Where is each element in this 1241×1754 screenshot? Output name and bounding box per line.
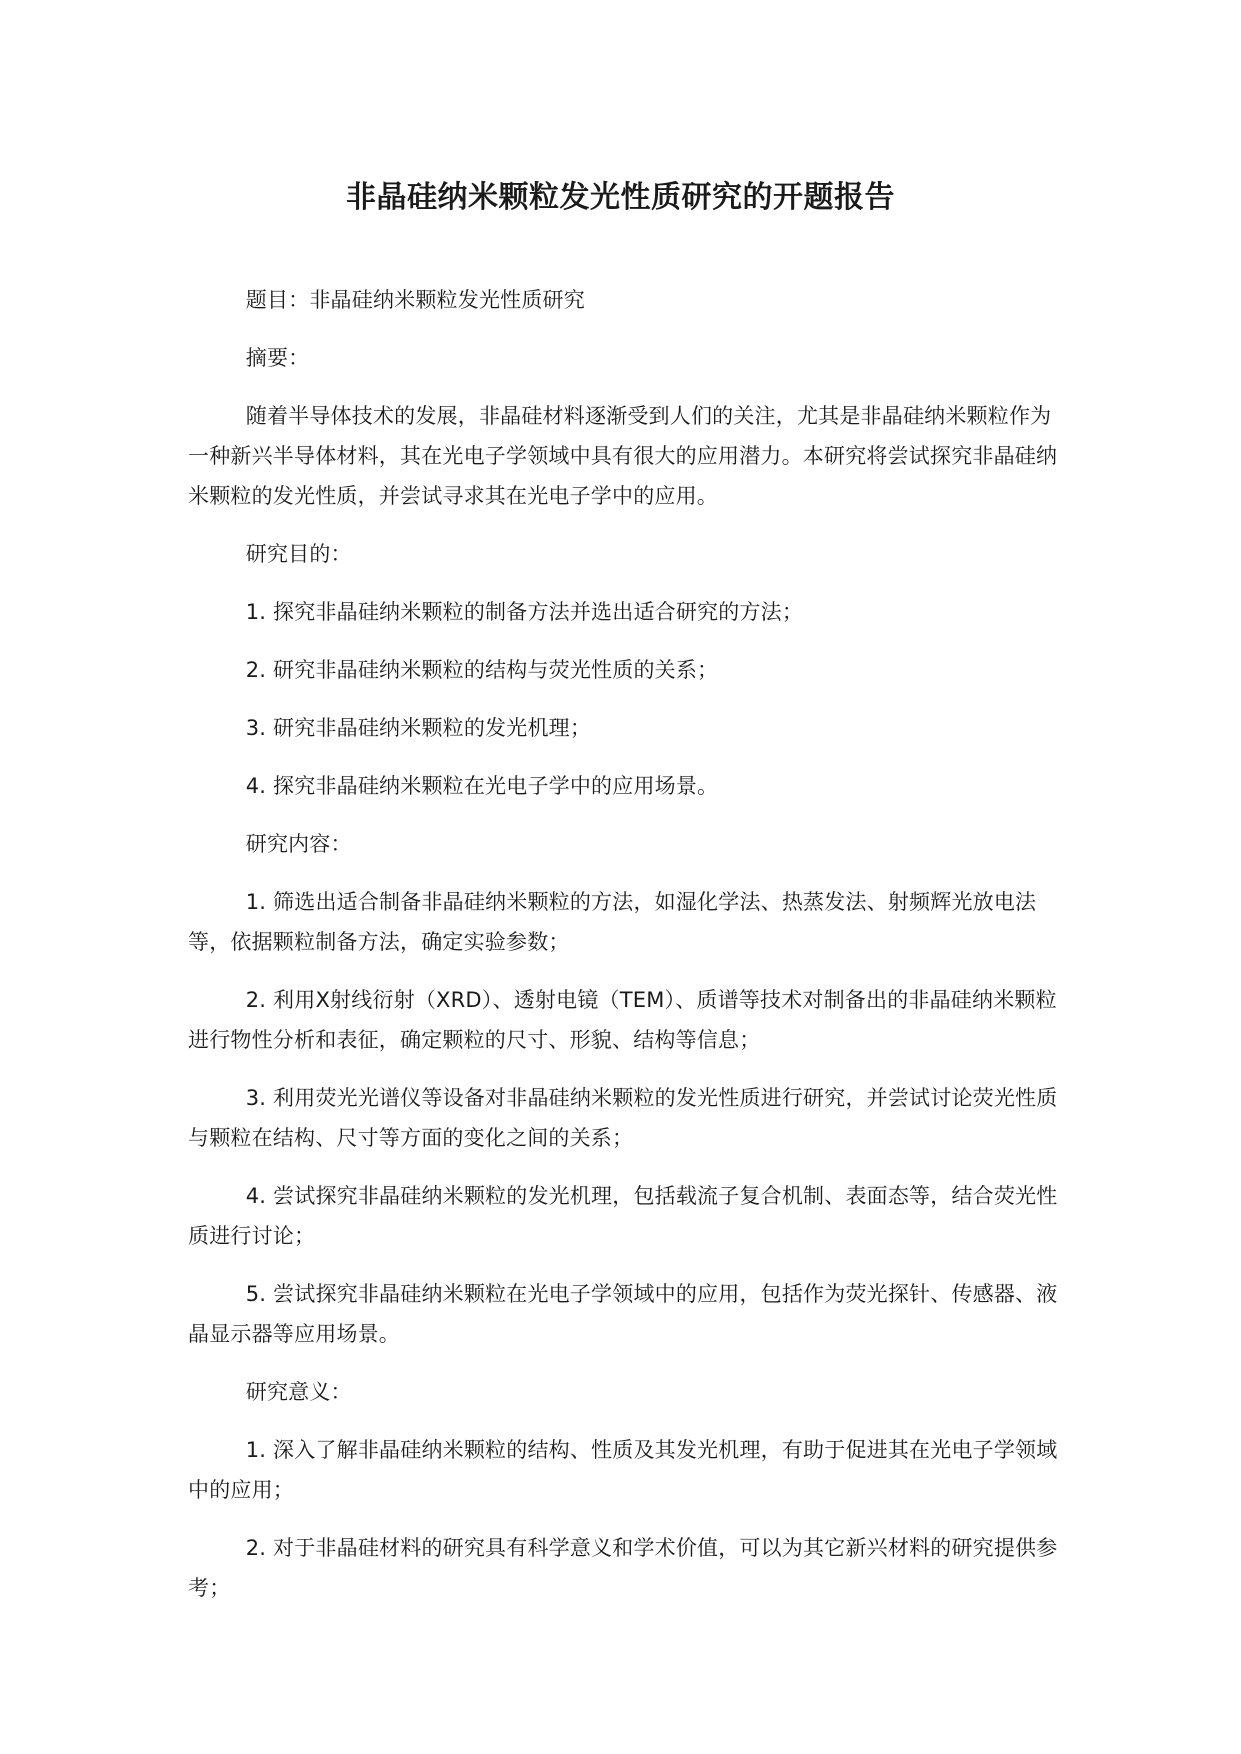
significance-item: 1. 深入了解非晶硅纳米颗粒的结构、性质及其发光机理，有助于促进其在光电子学领域中的应用； xyxy=(188,1438,1058,1502)
objective-item: 1. 探究非晶硅纳米颗粒的制备方法并选出适合研究的方法； xyxy=(245,600,804,624)
objective-item: 3. 研究非晶硅纳米颗粒的发光机理； xyxy=(245,716,592,740)
topic-line: 题目：非晶硅纳米颗粒发光性质研究 xyxy=(245,288,585,312)
objective-item: 2. 研究非晶硅纳米颗粒的结构与荧光性质的关系； xyxy=(245,658,719,682)
significance-item: 2. 对于非晶硅材料的研究具有科学意义和学术价值，可以为其它新兴材料的研究提供参考； xyxy=(188,1536,1058,1600)
content-item: 5. 尝试探究非晶硅纳米颗粒在光电子学领域中的应用，包括作为荧光探针、传感器、液晶显示器等应用场景。 xyxy=(188,1282,1058,1346)
content-heading: 研究内容： xyxy=(245,832,352,856)
significance-heading: 研究意义： xyxy=(245,1380,352,1404)
objective-item: 4. 探究非晶硅纳米颗粒在光电子学中的应用场景。 xyxy=(245,774,719,798)
objectives-heading: 研究目的： xyxy=(245,542,352,566)
content-item: 1. 筛选出适合制备非晶硅纳米颗粒的方法，如湿化学法、热蒸发法、射频辉光放电法等，依据颗粒制备方法，确定实验参数； xyxy=(188,890,1037,954)
content-item: 4. 尝试探究非晶硅纳米颗粒的发光机理，包括载流子复合机制、表面态等，结合荧光性质进行讨论； xyxy=(188,1184,1058,1248)
abstract-heading: 摘要： xyxy=(245,346,310,370)
content-item: 2. 利用X射线衍射（XRD）、透射电镜（TEM）、质谱等技术对制备出的非晶硅纳米颗粒进行物性分析和表征，确定颗粒的尺寸、形貌、结构等信息； xyxy=(188,988,1057,1052)
document-body xyxy=(188,280,1060,1626)
document-title: 非晶硅纳米颗粒发光性质研究的开题报告 xyxy=(346,180,895,215)
content-item: 3. 利用荧光光谱仪等设备对非晶硅纳米颗粒的发光性质进行研究，并尝试讨论荧光性质与颗粒在结构、尺寸等方面的变化之间的关系； xyxy=(188,1086,1058,1150)
abstract-paragraph: 随着半导体技术的发展，非晶硅材料逐渐受到人们的关注，尤其是非晶硅纳米颗粒作为一种新兴半导体材料，其在光电子学领域中具有很大的应用潜力。本研究将尝试探究非晶硅纳米颗粒的发光性质，并尝试寻求其在光电子学中的应用。 xyxy=(188,404,1058,508)
